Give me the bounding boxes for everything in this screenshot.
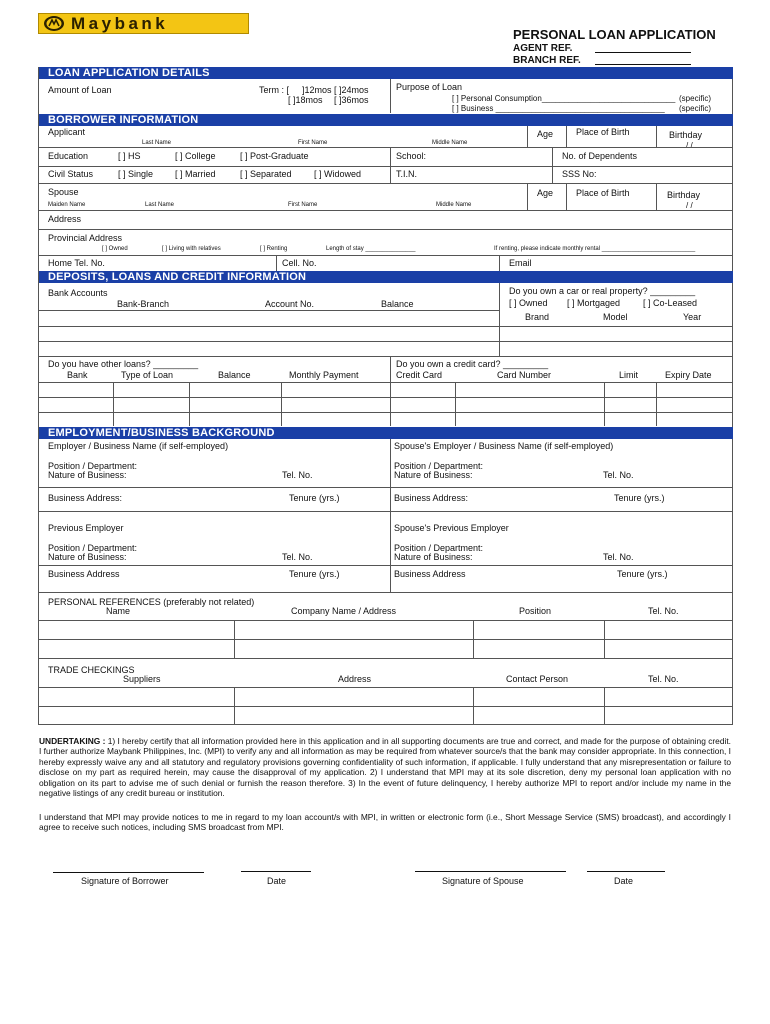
car-coleased-checkbox[interactable]: [ ] Co-Leased: [643, 298, 698, 308]
term-36mos-checkbox[interactable]: [ ]36mos: [334, 95, 369, 105]
spouse-tenure-label: Tenure (yrs.): [614, 493, 665, 503]
maiden-name-label: Maiden Name: [48, 202, 86, 208]
own-car-question: Do you own a car or real property? _________: [509, 286, 696, 296]
length-of-stay-field[interactable]: Length of stay _______________: [326, 246, 416, 252]
cs-widowed-checkbox[interactable]: [ ] Widowed: [314, 169, 362, 179]
prev-tenure-label: Tenure (yrs.): [289, 569, 340, 579]
balance-header: Balance: [381, 299, 414, 309]
other-loans-question: Do you have other loans? _________: [48, 359, 199, 369]
bank-accounts-label: Bank Accounts: [48, 288, 108, 298]
ref-name-header: Name: [106, 606, 131, 616]
form-title: PERSONAL LOAN APPLICATION: [513, 27, 716, 42]
borrower-date-line[interactable]: [241, 871, 311, 872]
employer-label: Employer / Business Name (if self-employed): [48, 441, 229, 451]
account-no-header: Account No.: [265, 299, 315, 309]
tel-label: Tel. No.: [282, 470, 313, 480]
bank-header: Bank: [67, 370, 88, 380]
renting-checkbox[interactable]: [ ] Renting: [260, 246, 288, 252]
maybank-logo: [38, 13, 249, 34]
spouse-prev-business-address-label: Business Address: [394, 569, 466, 579]
owned-checkbox[interactable]: [ ] Owned: [102, 246, 128, 252]
spouse-business-address-label: Business Address:: [394, 493, 469, 503]
home-tel-label: Home Tel. No.: [48, 258, 105, 268]
spouse-signature-line[interactable]: [415, 871, 566, 872]
prev-position-label: Position / Department:: [48, 543, 138, 553]
age-label: Age: [537, 129, 554, 139]
spouse-prev-tenure-label: Tenure (yrs.): [617, 569, 668, 579]
sms-notice-paragraph: I understand that MPI may provide notices to me in regard to my loan account/s with MPI, in written or electronic form (i.e., Short Message Service (SMS) broadcast), and accordingly I agree to receive such notices, including SMS broadcast from MPI.: [39, 812, 731, 833]
spouse-prev-tel-label: Tel. No.: [603, 552, 634, 562]
prev-nature-label: Nature of Business:: [48, 552, 127, 562]
spouse-birthday-field[interactable]: / /: [686, 201, 693, 210]
specific-label: (specific): [679, 94, 712, 103]
address-label: Address: [48, 214, 82, 224]
specific-label: (specific): [679, 104, 712, 113]
type-of-loan-header: Type of Loan: [121, 370, 174, 380]
ref-company-header: Company Name / Address: [291, 606, 397, 616]
spouse-nature-label: Nature of Business:: [394, 470, 473, 480]
purpose-personal-checkbox[interactable]: [ ] Personal Consumption______________________________: [452, 94, 676, 103]
prev-business-address-label: Business Address: [48, 569, 120, 579]
term-label: Term : [: [259, 85, 290, 95]
spouse-position-label: Position / Department:: [394, 461, 484, 471]
cs-single-checkbox[interactable]: [ ] Single: [118, 169, 154, 179]
cell-label: Cell. No.: [282, 258, 317, 268]
edu-college-checkbox[interactable]: [ ] College: [175, 151, 216, 161]
personal-references-label: PERSONAL REFERENCES (preferably not related): [48, 597, 255, 607]
term-18mos-checkbox[interactable]: [ ]18mos: [288, 95, 323, 105]
spouse-place-of-birth-label: Place of Birth: [576, 188, 630, 198]
term-12mos-checkbox[interactable]: ]12mos: [302, 85, 332, 95]
section-borrower: BORROWER INFORMATION: [39, 114, 733, 126]
branch-ref-label: BRANCH REF.: [513, 55, 581, 66]
signature-borrower-label: Signature of Borrower: [81, 876, 169, 886]
ref-position-header: Position: [519, 606, 552, 616]
edu-hs-checkbox[interactable]: [ ] HS: [118, 151, 141, 161]
business-address-label: Business Address:: [48, 493, 123, 503]
monthly-rental-field[interactable]: If renting, please indicate monthly rental ____________________________: [494, 246, 696, 252]
card-number-header: Card Number: [497, 370, 552, 380]
amount-of-loan-label: Amount of Loan: [48, 85, 112, 95]
school-label: School:: [396, 151, 427, 161]
previous-employer-label: Previous Employer: [48, 523, 124, 533]
trade-checkings-label: TRADE CHECKINGS: [48, 665, 135, 675]
model-header: Model: [603, 312, 628, 322]
ref-tel-header: Tel. No.: [648, 606, 679, 616]
suppliers-header: Suppliers: [123, 674, 161, 684]
monthly-payment-header: Monthly Payment: [289, 370, 359, 380]
birthday-field[interactable]: / /: [686, 141, 693, 150]
bank-branch-header: Bank-Branch: [117, 299, 170, 309]
sss-label: SSS No:: [562, 169, 597, 179]
signature-spouse-label: Signature of Spouse: [442, 876, 524, 886]
dependents-label: No. of Dependents: [562, 151, 638, 161]
education-label: Education: [48, 151, 89, 161]
undertaking-text: 1) I hereby certify that all information provided here in this application and in all supporting documents are true and correct, and made for the purpose of obtaining credit. I further authorize Maybank Philippines, Inc. (MPI) to verify any and all information as may be required from whatever source/s that the bank may consider appropriate. In this connection, I hereby expressly waive any and all statutory and regulatory provisions governing confidentiality of such information, if applicable. I fully understand that any misrepresentation or failure to disclose on my part as required herein, may cause the disapproval of my application. 2) I understand that MPI may at its sole discretion, deny my personal loan application with no obligation on its part to advise me of such denial or furnish the reason therefore. 3) In the event of future delinquency, I hereby authorize MPI to report and/or include my name in the negative listings of any credit bureau or institution.: [39, 736, 731, 799]
term-24mos-checkbox[interactable]: [ ]24mos: [334, 85, 369, 95]
tenure-label: Tenure (yrs.): [289, 493, 340, 503]
spouse-prev-position-label: Position / Department:: [394, 543, 484, 553]
spouse-age-label: Age: [537, 188, 554, 198]
undertaking-paragraph: [39, 736, 731, 798]
tin-label: T.I.N.: [396, 169, 418, 179]
prev-tel-label: Tel. No.: [282, 552, 313, 562]
section-deposits: DEPOSITS, LOANS AND CREDIT INFORMATION: [39, 271, 733, 283]
email-label: Email: [509, 258, 532, 268]
purpose-label: Purpose of Loan: [396, 82, 463, 92]
spouse-last-name-label: Last Name: [145, 202, 175, 208]
borrower-signature-line[interactable]: [53, 872, 204, 873]
credit-card-header: Credit Card: [396, 370, 443, 380]
edu-postgrad-checkbox[interactable]: [ ] Post-Graduate: [240, 151, 309, 161]
birthday-label: Birthday: [669, 130, 703, 140]
expiry-header: Expiry Date: [665, 370, 712, 380]
trade-address-header: Address: [338, 674, 372, 684]
contact-person-header: Contact Person: [506, 674, 569, 684]
spouse-birthday-label: Birthday: [667, 190, 701, 200]
loan-balance-header: Balance: [218, 370, 251, 380]
middle-name-label: Middle Name: [432, 140, 468, 146]
spouse-tel-label: Tel. No.: [603, 470, 634, 480]
provincial-address-label: Provincial Address: [48, 233, 123, 243]
applicant-label: Applicant: [48, 127, 86, 137]
spouse-date-line[interactable]: [587, 871, 665, 872]
undertaking-label: UNDERTAKING :: [39, 736, 106, 746]
position-label: Position / Department:: [48, 461, 138, 471]
spouse-first-name-label: First Name: [288, 202, 318, 208]
car-mortgaged-checkbox[interactable]: [ ] Mortgaged: [567, 298, 621, 308]
place-of-birth-label: Place of Birth: [576, 127, 630, 137]
agent-ref-field[interactable]: [595, 52, 691, 53]
logo-wordmark: Maybank: [71, 14, 169, 33]
living-relatives-checkbox[interactable]: [ ] Living with relatives: [162, 246, 221, 252]
brand-header: Brand: [525, 312, 550, 322]
own-credit-card-question: Do you own a credit card? _________: [396, 359, 549, 369]
spouse-employer-label: Spouse's Employer / Business Name (if self-employed): [394, 441, 614, 451]
nature-label: Nature of Business:: [48, 470, 127, 480]
section-loan-details: LOAN APPLICATION DETAILS: [39, 67, 733, 79]
branch-ref-field[interactable]: [595, 64, 691, 65]
borrower-date-label: Date: [267, 876, 287, 886]
agent-ref-label: AGENT REF.: [513, 43, 573, 54]
purpose-business-checkbox[interactable]: [ ] Business ______________________________________: [452, 104, 665, 113]
spouse-date-label: Date: [614, 876, 634, 886]
civil-status-label: Civil Status: [48, 169, 94, 179]
car-owned-checkbox[interactable]: [ ] Owned: [509, 298, 548, 308]
spouse-prev-nature-label: Nature of Business:: [394, 552, 473, 562]
spouse-previous-label: Spouse's Previous Employer: [394, 523, 509, 533]
spouse-middle-name-label: Middle Name: [436, 202, 472, 208]
cs-separated-checkbox[interactable]: [ ] Separated: [240, 169, 292, 179]
trade-tel-header: Tel. No.: [648, 674, 679, 684]
limit-header: Limit: [619, 370, 639, 380]
cs-married-checkbox[interactable]: [ ] Married: [175, 169, 216, 179]
spouse-label: Spouse: [48, 187, 79, 197]
last-name-label: Last Name: [142, 140, 172, 146]
year-header: Year: [683, 312, 702, 322]
first-name-label: First Name: [298, 140, 328, 146]
section-employment: EMPLOYMENT/BUSINESS BACKGROUND: [39, 427, 733, 439]
maybank-tiger-icon: [42, 15, 66, 32]
